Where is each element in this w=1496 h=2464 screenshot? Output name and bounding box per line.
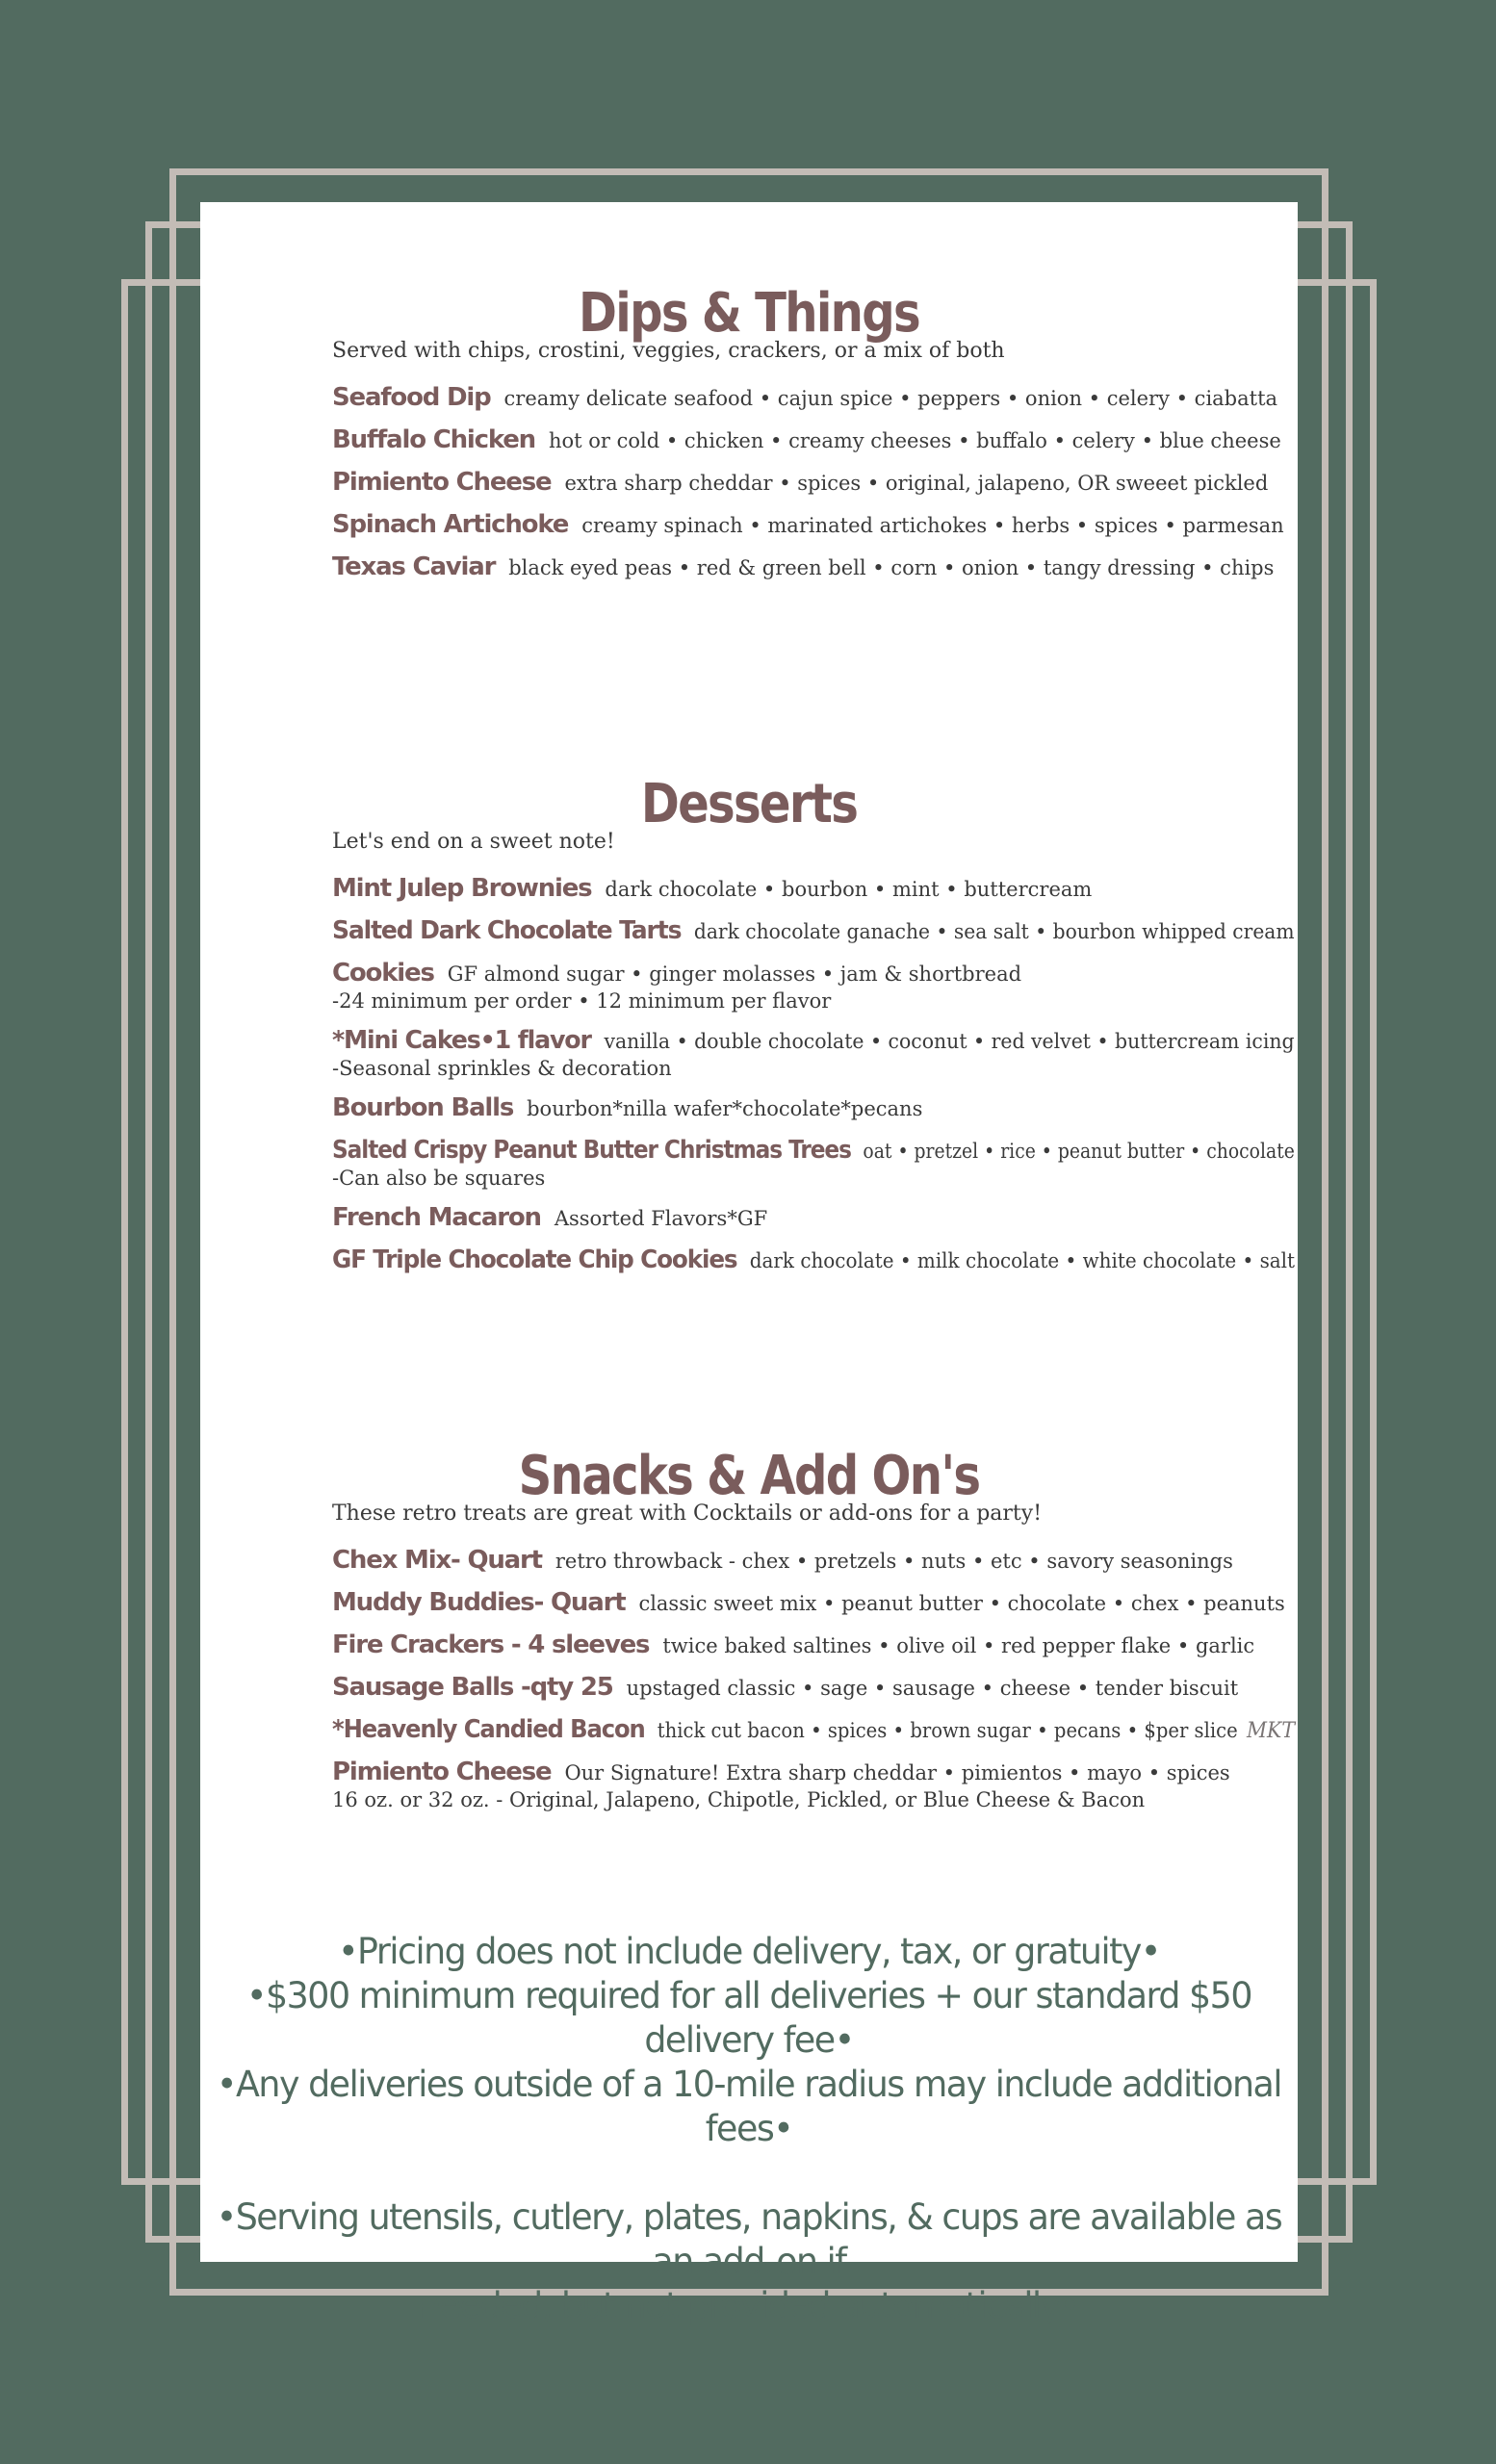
menu-item: [332, 510, 1284, 540]
menu-item: [332, 1588, 1285, 1618]
item-name: Seafood Dip: [332, 383, 491, 413]
menu-item: [332, 1758, 1230, 1812]
item-desc: vanilla • double chocolate • coconut • red velvet • buttercream icing: [604, 1030, 1295, 1054]
item-name: Fire Crackers - 4 sleeves: [332, 1630, 650, 1660]
item-name: Muddy Buddies- Quart: [332, 1588, 626, 1618]
section-dips: [200, 282, 1298, 582]
item-desc: GF almond sugar • ginger molasses • jam & shortbread: [447, 962, 1022, 987]
item-desc: extra sharp cheddar • spices • original, jalapeno, OR sweeet pickled: [564, 472, 1269, 496]
menu-item: [332, 1715, 1296, 1745]
item-desc: hot or cold • chicken • creamy cheeses • buffalo • celery • blue cheese: [548, 429, 1281, 453]
item-desc: dark chocolate ganache • sea salt • bourbon whipped cream: [693, 920, 1295, 944]
menu-item: [332, 552, 1275, 582]
section-title: Desserts: [640, 773, 858, 835]
menu-item: [332, 1093, 1218, 1122]
section-title: Snacks & Add On's: [518, 1445, 980, 1507]
item-name: Chex Mix- Quart: [332, 1546, 542, 1576]
section-intro: These retro treats are great with Cocktails or add-ons for a party!: [332, 1502, 1043, 1526]
item-price: MKT: [1247, 1719, 1296, 1744]
item-note: -Seasonal sprinkles & decoration: [332, 1057, 672, 1081]
item-name: GF Triple Chocolate Chip Cookies: [332, 1245, 737, 1275]
item-desc: Assorted Flavors*GF: [554, 1207, 768, 1231]
menu-item: [332, 1026, 1295, 1081]
item-desc: creamy delicate seafood • cajun spice • peppers • onion • celery • ciabatta: [503, 387, 1278, 411]
menu-item: [332, 874, 1218, 903]
menu-item: [332, 1546, 1233, 1576]
item-name: Spinach Artichoke: [332, 510, 569, 540]
item-name: *Mini Cakes•1 flavor: [332, 1026, 591, 1056]
menu-item: [332, 1630, 1255, 1660]
item-note: -24 minimum per order • 12 minimum per flavor: [332, 989, 832, 1014]
menu-item: [332, 383, 1278, 413]
item-name: Buffalo Chicken: [332, 425, 535, 455]
item-name: Salted Crispy Peanut Butter Christmas Trees: [332, 1136, 851, 1166]
menu-item: [332, 1203, 1218, 1232]
item-name: Texas Caviar: [332, 552, 496, 582]
menu-item: [332, 425, 1281, 455]
item-name: Pimiento Cheese: [332, 1758, 552, 1787]
item-name: Bourbon Balls: [332, 1093, 514, 1123]
section-snacks: [200, 1445, 1298, 1812]
item-name: Pimiento Cheese: [332, 468, 552, 498]
section-title: Dips & Things: [579, 282, 919, 345]
section-desserts: [200, 773, 1298, 1275]
footer-notes: [200, 1930, 1298, 2328]
section-intro: Served with chips, crostini, veggies, crackers, or a mix of both: [332, 339, 1005, 363]
menu-item: [332, 1673, 1239, 1703]
item-desc: thick cut bacon • spices • brown sugar • pecans • $per slice: [657, 1719, 1238, 1743]
menu-card: [200, 202, 1298, 2326]
item-name: *Heavenly Candied Bacon: [332, 1715, 645, 1745]
section-intro: Let's end on a sweet note!: [332, 830, 615, 854]
menu-item: [332, 959, 1218, 1013]
item-note: 16 oz. or 32 oz. - Original, Jalapeno, Chipotle, Pickled, or Blue Cheese & Bacon: [332, 1788, 1146, 1812]
item-desc: twice baked saltines • olive oil • red pepper flake • garlic: [662, 1634, 1255, 1658]
menu-item: [332, 468, 1269, 498]
item-desc: bourbon*nilla wafer*chocolate*pecans: [527, 1097, 923, 1121]
item-name: Sausage Balls -qty 25: [332, 1673, 613, 1703]
item-note: -Can also be squares: [332, 1167, 546, 1191]
item-desc: black eyed peas • red & green bell • corn • onion • tangy dressing • chips: [508, 556, 1275, 580]
item-desc: upstaged classic • sage • sausage • cheese • tender biscuit: [626, 1677, 1239, 1701]
item-desc: oat • pretzel • rice • peanut butter • chocolate: [863, 1140, 1295, 1164]
item-desc: creamy spinach • marinated artichokes • herbs • spices • parmesan: [581, 514, 1284, 538]
item-name: Mint Julep Brownies: [332, 874, 592, 904]
menu-item: [332, 916, 1295, 946]
menu-item: [332, 1245, 1296, 1275]
menu-item: [332, 1136, 1295, 1191]
item-desc: classic sweet mix • peanut butter • chocolate • chex • peanuts: [638, 1592, 1285, 1616]
footer-line: •Serving utensils, cutlery, plates, napkins, & cups are available as an add-on if: [216, 2196, 1282, 2282]
footer-line: •Pricing does not include delivery, tax, or gratuity•: [338, 1931, 1160, 1972]
item-desc: retro throwback - chex • pretzels • nuts • etc • savory seasonings: [555, 1550, 1233, 1574]
item-name: Cookies: [332, 959, 434, 988]
footer-line: •Any deliveries outside of a 10-mile radius may include additional fees•: [217, 2064, 1281, 2149]
item-desc: dark chocolate • milk chocolate • white chocolate • salt: [749, 1249, 1296, 1273]
item-desc: Our Signature! Extra sharp cheddar • pimientos • mayo • spices: [564, 1761, 1230, 1785]
item-desc: dark chocolate • bourbon • mint • buttercream: [605, 878, 1093, 902]
item-name: Salted Dark Chocolate Tarts: [332, 916, 682, 946]
footer-line: •$300 minimum required for all deliveries + our standard $50 delivery fee•: [246, 1975, 1251, 2061]
item-name: French Macaron: [332, 1203, 541, 1233]
footer-line: needed, but not provided automatically•: [419, 2285, 1079, 2326]
